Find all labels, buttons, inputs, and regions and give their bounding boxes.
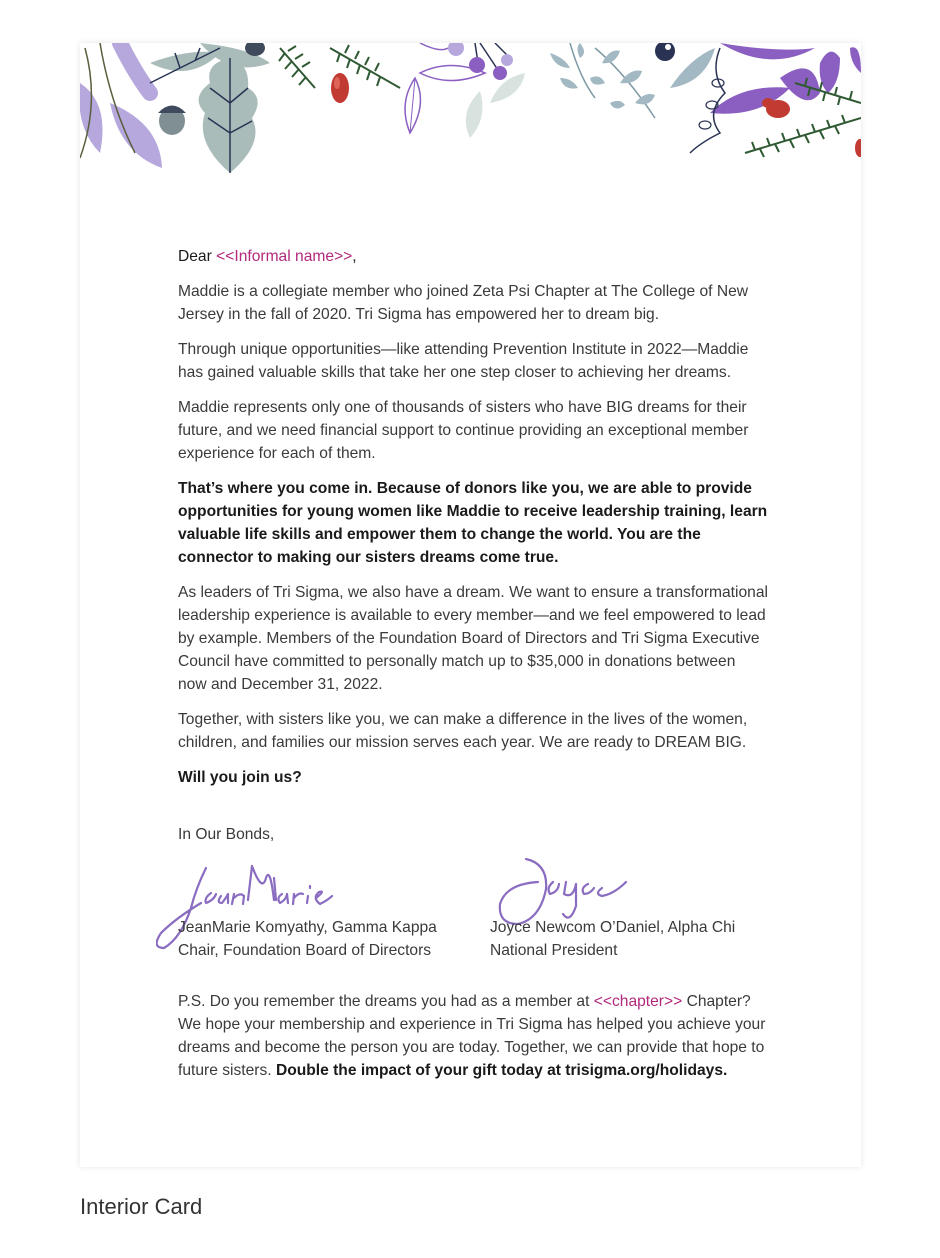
greeting-text: Dear [178, 248, 212, 265]
paragraph-3: Maddie represents only one of thousands of sisters who have BIG dreams for their future, and we need financial support to continue providing an exceptional member experience for each of them. [178, 399, 749, 462]
ps-intro: P.S. Do you remember the dreams you had as a member at [178, 993, 590, 1010]
joyce-title: National President [490, 942, 618, 959]
paragraph-6: Together, with sisters like you, we can make a difference in the lives of the women, children, and families our mission serves each year. We are ready to DREAM BIG. [178, 711, 748, 751]
letter-card [80, 43, 861, 1167]
joyce-name-title [490, 916, 735, 962]
jeanmarie-name-title [178, 916, 437, 962]
postscript [178, 990, 768, 1082]
paragraph-5: As leaders of Tri Sigma, we also have a dream. We want to ensure a transformational leadership experience is available to every member—and we feel empowered to lead by example. Members of the Foundation Board of Directors and Tri Sigma Executive Council have committed to personally match up to $35,000 in donations between now and December 31, 2022. [178, 584, 768, 693]
paragraph-2: Through unique opportunities—like attending Prevention Institute in 2022—Maddie has gained valuable skills that take her one step closer to achieving her dreams. [178, 341, 749, 381]
greeting [178, 245, 768, 268]
closing-salutation: In Our Bonds, [178, 826, 275, 843]
ps-call-to-action: Double the impact of your gift today at trisigma.org/holidays. [275, 1062, 728, 1079]
call-to-action: Will you join us? [178, 769, 302, 786]
jeanmarie-title: Chair, Foundation Board of Directors [178, 942, 432, 959]
floral-banner-illustration [80, 43, 861, 178]
greeting-comma: , [352, 248, 357, 265]
chapter-merge-field: <<chapter>> [593, 993, 683, 1010]
jeanmarie-name: JeanMarie Komyathy, Gamma Kappa [178, 919, 437, 936]
paragraph-1: Maddie is a collegiate member who joined Zeta Psi Chapter at The College of New Jersey in the fall of 2020. Tri Sigma has empowered her to dream big. [178, 283, 749, 323]
letter-body [178, 245, 768, 1094]
paragraph-4-emphasis: That’s where you come in. Because of donors like you, we are able to provide opportunities for young women like Maddie to receive leadership training, learn valuable life skills and empower them to change the world. You are the connector to making our sisters dreams come true. [178, 480, 768, 566]
joyce-name: Joyce Newcom O’Daniel, Alpha Chi [490, 919, 736, 936]
signatures [178, 850, 768, 990]
ps-rest: Chapter? We hope your membership and experience in Tri Sigma has helped you achieve your dreams and become the person you are today. Together, we can provide that hope to future sisters. [178, 993, 766, 1079]
informal-name-merge-field: <<Informal name>> [216, 248, 353, 265]
caption: Interior Card [80, 1194, 203, 1219]
